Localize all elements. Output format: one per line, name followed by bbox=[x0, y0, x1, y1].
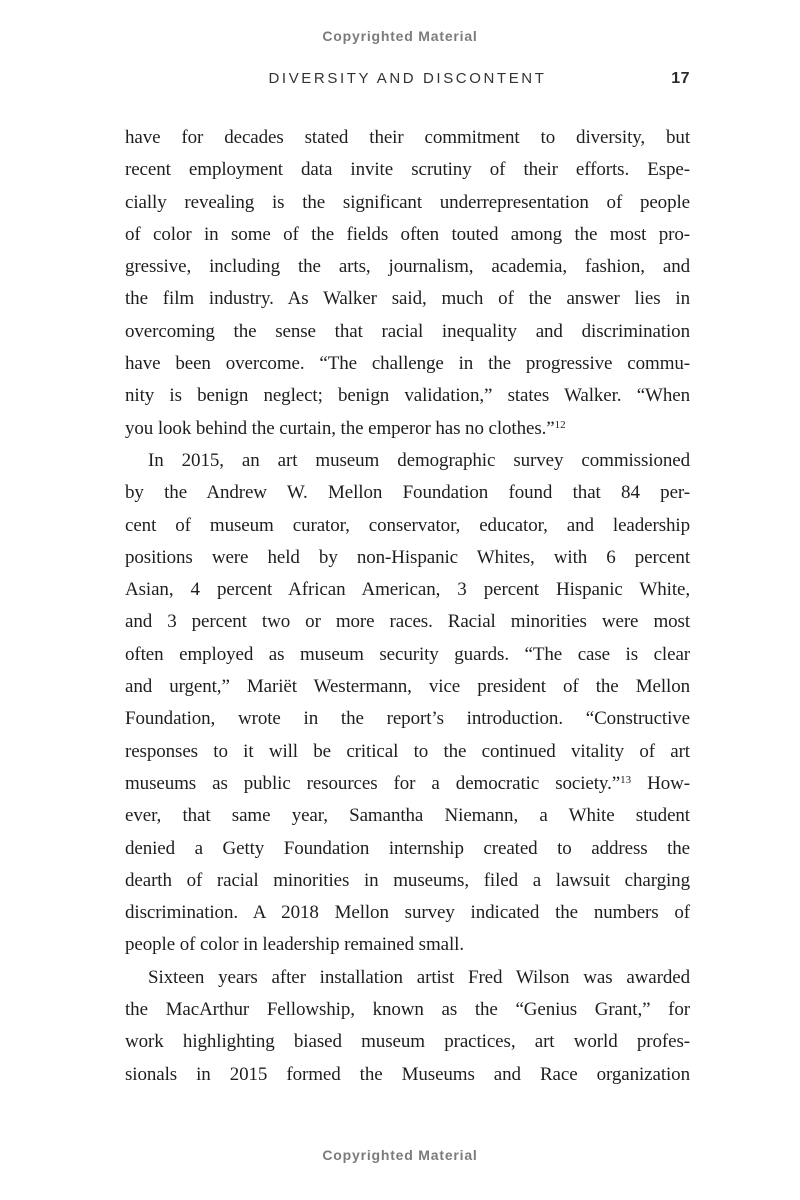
text-line: Asian, 4 percent African American, 3 percent Hispanic White, bbox=[125, 579, 690, 601]
text-line: nity is benign neglect; benign validation,” states Walker. “When bbox=[125, 385, 690, 407]
text-line: cially revealing is the significant underrepresentation of people bbox=[125, 191, 690, 213]
text-line: Foundation, wrote in the report’s introduction. “Constructive bbox=[125, 708, 690, 730]
text-line: the MacArthur Fellowship, known as the “Genius Grant,” for bbox=[125, 999, 690, 1021]
footnote-ref: 12 bbox=[554, 418, 566, 431]
text-line: positions were held by non-Hispanic Whites, with 6 percent bbox=[125, 546, 690, 568]
text-line: overcoming the sense that racial inequality and discrimination bbox=[125, 320, 690, 342]
text-line: In 2015, an art museum demographic survey commissioned bbox=[148, 449, 690, 471]
text-line: responses to it will be critical to the continued vitality of art bbox=[125, 740, 690, 762]
body-text bbox=[125, 122, 690, 1091]
text-line: by the Andrew W. Mellon Foundation found that 84 per- bbox=[125, 482, 690, 504]
page-number: 17 bbox=[671, 70, 690, 87]
text-line: work highlighting biased museum practices, art world profes- bbox=[125, 1031, 690, 1053]
text-line: museums as public resources for a democratic society.”$^{13}$ How- bbox=[125, 772, 690, 794]
text-line: sionals in 2015 formed the Museums and Race organization bbox=[125, 1063, 690, 1085]
chapter-title: DIVERSITY AND DISCONTENT bbox=[268, 70, 547, 87]
text-line: of color in some of the fields often touted among the most pro- bbox=[125, 223, 690, 245]
text-line: cent of museum curator, conservator, educator, and leadership bbox=[125, 514, 690, 536]
copyright-notice-bottom: Copyrighted Material bbox=[322, 1147, 478, 1163]
text-line: gressive, including the arts, journalism, academia, fashion, and bbox=[125, 256, 690, 278]
footnote-ref: 13 bbox=[620, 773, 632, 786]
text-line: discrimination. A 2018 Mellon survey indicated the numbers of bbox=[125, 902, 690, 924]
running-header bbox=[125, 70, 690, 90]
text-line: the film industry. As Walker said, much of the answer lies in bbox=[125, 288, 690, 310]
text-line: dearth of racial minorities in museums, filed a lawsuit charging bbox=[125, 869, 690, 891]
text-line: denied a Getty Foundation internship created to address the bbox=[125, 837, 690, 859]
text-line: and urgent,” Mariët Westermann, vice president of the Mellon bbox=[125, 676, 690, 698]
copyright-notice-top: Copyrighted Material bbox=[322, 28, 478, 44]
text-line: Sixteen years after installation artist Fred Wilson was awarded bbox=[148, 966, 690, 988]
text-line: and 3 percent two or more races. Racial minorities were most bbox=[125, 611, 690, 633]
text-line: recent employment data invite scrutiny of their efforts. Espe- bbox=[125, 159, 690, 181]
text-line: often employed as museum security guards. “The case is clear bbox=[125, 643, 690, 665]
text-line: ever, that same year, Samantha Niemann, a White student bbox=[125, 805, 690, 827]
text-line: you look behind the curtain, the emperor has no clothes.”$^{12}$ bbox=[125, 417, 566, 439]
text-line: have for decades stated their commitment to diversity, but bbox=[125, 127, 690, 148]
text-line: have been overcome. “The challenge in the progressive commu- bbox=[125, 353, 690, 375]
text-line: people of color in leadership remained small. bbox=[125, 934, 464, 956]
